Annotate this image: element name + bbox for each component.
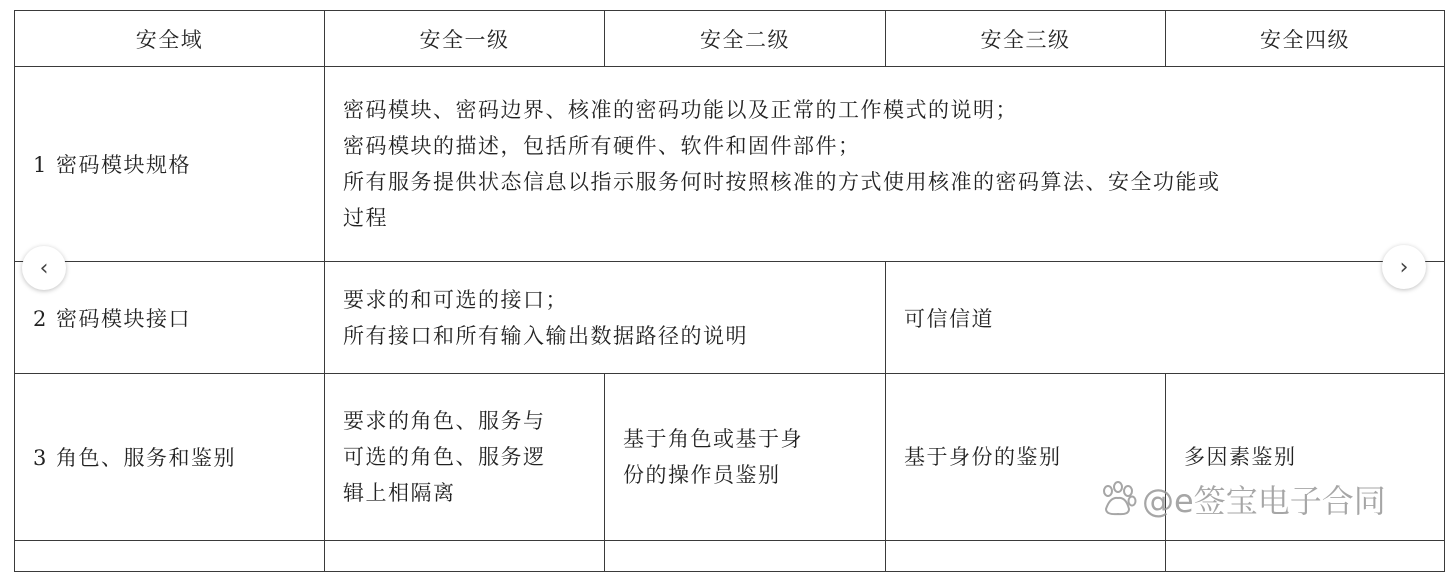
chevron-left-icon: ‹ xyxy=(39,255,49,281)
row2-level34: 可信信道 xyxy=(886,262,1445,374)
header-row xyxy=(15,11,1445,67)
row3-line: 辑上相隔离 xyxy=(343,481,456,505)
table-row xyxy=(15,262,1445,374)
row1-line: 过程 xyxy=(343,206,388,230)
row3-line: 基于角色或基于身 xyxy=(623,427,803,451)
row2-line: 要求的和可选的接口； xyxy=(343,287,568,312)
next-button[interactable] xyxy=(1382,245,1426,289)
row2-level12 xyxy=(325,262,886,374)
chevron-right-icon: › xyxy=(1399,254,1409,280)
header-security-domain: 安全域 xyxy=(15,11,325,67)
watermark xyxy=(1098,476,1386,522)
row3-line: 要求的角色、服务与 xyxy=(343,409,546,433)
row2-domain: 2 密码模块接口 xyxy=(15,262,325,374)
row1-line: 所有服务提供状态信息以指示服务何时按照核准的方式使用核准的密码算法、安全功能或 xyxy=(343,170,1221,194)
row3-domain: 3 角色、服务和鉴别 xyxy=(15,374,325,541)
header-level-1: 安全一级 xyxy=(325,11,605,67)
header-level-2: 安全二级 xyxy=(605,11,886,67)
row2-line: 所有接口和所有输入输出数据路径的说明 xyxy=(343,323,748,348)
paw-logo-icon xyxy=(1098,479,1138,519)
row1-line: 密码模块、密码边界、核准的密码功能以及正常的工作模式的说明； xyxy=(343,98,1018,122)
previous-button[interactable] xyxy=(22,246,66,290)
row1-domain: 1 密码模块规格 xyxy=(15,67,325,262)
row3-level4-text: 多因素鉴别 xyxy=(1184,445,1297,469)
watermark-text: @e签宝电子合同 xyxy=(1142,482,1386,520)
row3-level1 xyxy=(325,374,605,541)
table-row-partial xyxy=(15,541,1445,572)
row3-line: 可选的角色、服务逻 xyxy=(343,445,546,469)
table-row xyxy=(15,67,1445,262)
row1-requirements xyxy=(325,67,1445,262)
row1-line: 密码模块的描述，包括所有硬件、软件和固件部件； xyxy=(343,134,861,158)
row3-level3-text: 基于身份的鉴别 xyxy=(904,445,1062,469)
header-level-4: 安全四级 xyxy=(1166,11,1445,67)
header-level-3: 安全三级 xyxy=(886,11,1166,67)
row3-line: 份的操作员鉴别 xyxy=(623,463,781,487)
row3-level2 xyxy=(605,374,886,541)
